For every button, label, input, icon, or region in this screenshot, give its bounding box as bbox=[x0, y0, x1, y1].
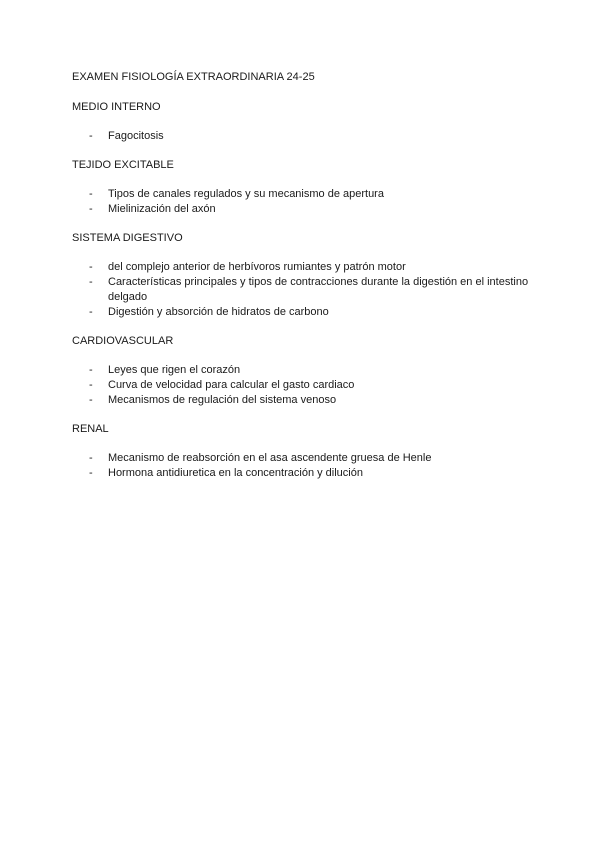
section-heading: CARDIOVASCULAR bbox=[72, 335, 174, 347]
list-item bbox=[72, 260, 532, 275]
list-item-text: Hormona antidiuretica en la concentración y dilución bbox=[108, 467, 363, 479]
section-tejido-excitable bbox=[72, 158, 532, 217]
list-item-text: del complejo anterior de herbívoros rumiantes y patrón motor bbox=[108, 261, 406, 273]
list-item-text: Mecanismos de regulación del sistema venoso bbox=[108, 394, 337, 406]
dash-bullet-icon: - bbox=[89, 276, 93, 288]
list-item bbox=[72, 378, 532, 393]
bullet-list bbox=[72, 187, 532, 217]
list-item bbox=[72, 451, 532, 466]
dash-bullet-icon: - bbox=[89, 306, 93, 318]
list-item-text: Leyes que rigen el corazón bbox=[108, 364, 241, 376]
list-item bbox=[72, 393, 532, 408]
list-item-text: Mielinización del axón bbox=[108, 203, 216, 215]
section-sistema-digestivo bbox=[72, 231, 532, 320]
list-item bbox=[72, 363, 532, 378]
list-item-text: Fagocitosis bbox=[108, 130, 164, 142]
list-item bbox=[72, 275, 532, 305]
dash-bullet-icon: - bbox=[89, 467, 93, 479]
document-title: EXAMEN FISIOLOGÍA EXTRAORDINARIA 24-25 bbox=[72, 71, 315, 83]
list-item-text: Digestión y absorción de hidratos de carbono bbox=[108, 306, 329, 318]
dash-bullet-icon: - bbox=[89, 452, 93, 464]
bullet-list bbox=[72, 129, 532, 144]
list-item bbox=[72, 187, 532, 202]
document-page bbox=[72, 70, 532, 495]
dash-bullet-icon: - bbox=[89, 188, 93, 200]
section-heading: MEDIO INTERNO bbox=[72, 101, 161, 113]
section-medio-interno bbox=[72, 100, 532, 144]
list-item bbox=[72, 129, 532, 144]
list-item-text: Curva de velocidad para calcular el gasto cardiaco bbox=[108, 379, 355, 391]
section-heading: SISTEMA DIGESTIVO bbox=[72, 232, 183, 244]
dash-bullet-icon: - bbox=[89, 379, 93, 391]
dash-bullet-icon: - bbox=[89, 203, 93, 215]
dash-bullet-icon: - bbox=[89, 130, 93, 142]
list-item-text: Mecanismo de reabsorción en el asa ascendente gruesa de Henle bbox=[108, 452, 432, 464]
list-item bbox=[72, 305, 532, 320]
dash-bullet-icon: - bbox=[89, 261, 93, 273]
section-heading: TEJIDO EXCITABLE bbox=[72, 159, 174, 171]
dash-bullet-icon: - bbox=[89, 364, 93, 376]
list-item bbox=[72, 466, 532, 481]
bullet-list bbox=[72, 260, 532, 320]
section-cardiovascular bbox=[72, 334, 532, 408]
section-heading: RENAL bbox=[72, 423, 109, 435]
list-item bbox=[72, 202, 532, 217]
bullet-list bbox=[72, 363, 532, 408]
section-renal bbox=[72, 422, 532, 481]
list-item-text: Características principales y tipos de contracciones durante la digestión en el intestino delgado bbox=[108, 276, 529, 303]
bullet-list bbox=[72, 451, 532, 481]
dash-bullet-icon: - bbox=[89, 394, 93, 406]
list-item-text: Tipos de canales regulados y su mecanismo de apertura bbox=[108, 188, 384, 200]
